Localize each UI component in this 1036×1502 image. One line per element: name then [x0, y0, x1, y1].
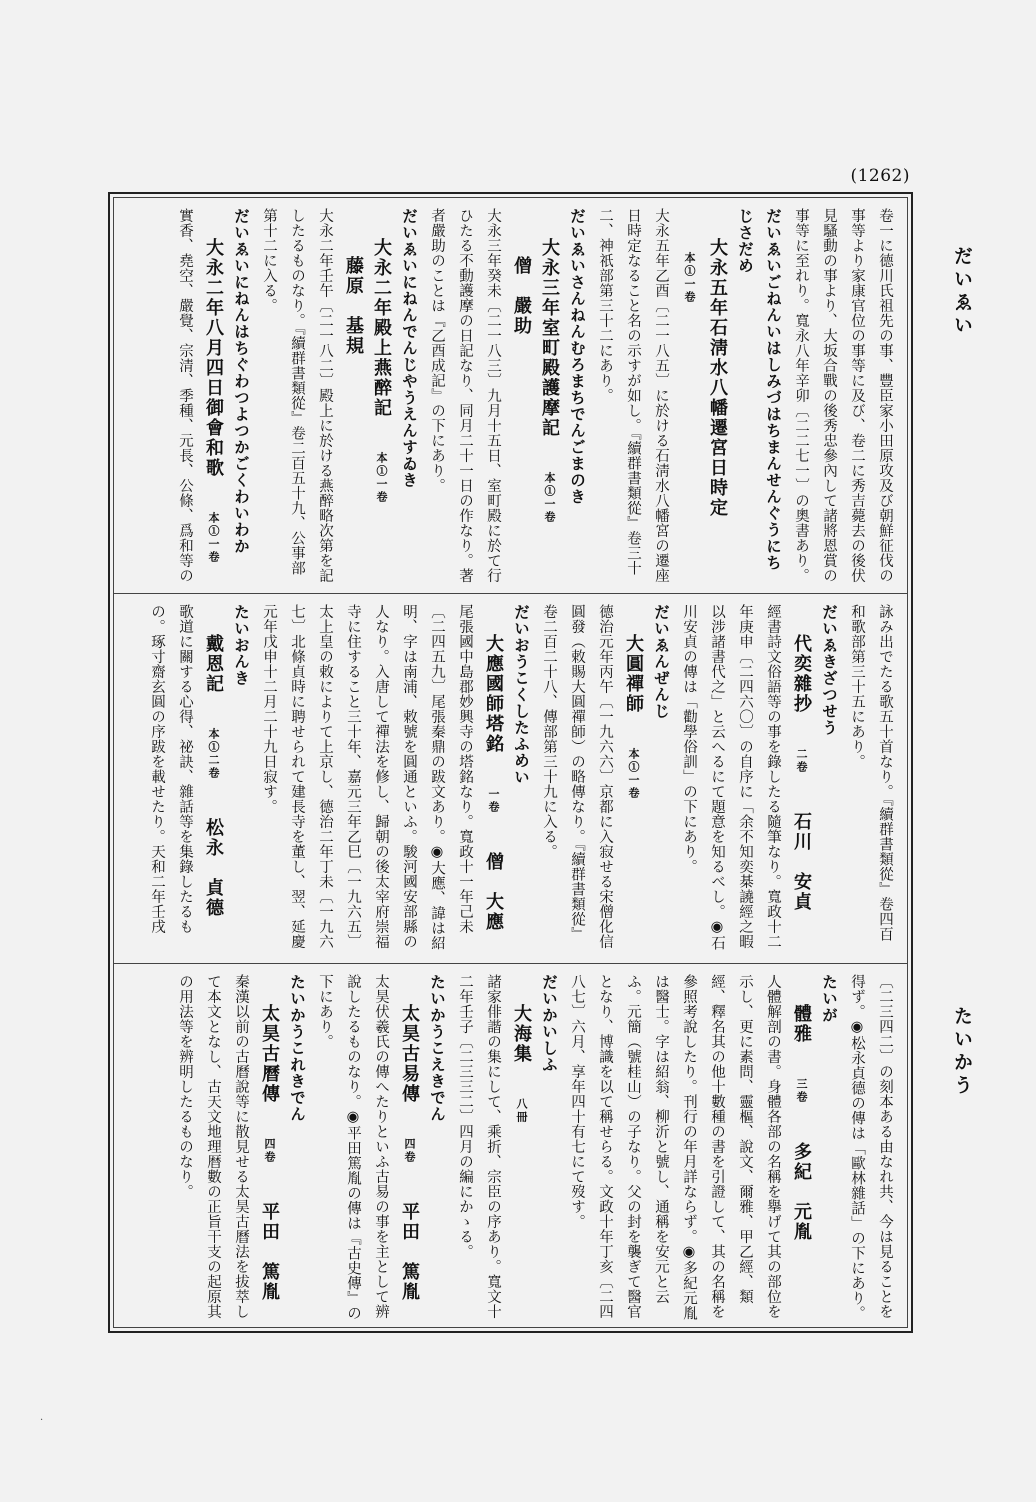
entry-volume: 本①二卷	[207, 728, 220, 780]
entry-text: 〔二三四二〕の刻本ある由なれ共、今は見ることを得ず。◉松永貞德の傳は「歐林雜話」の下にあり。	[849, 974, 893, 1321]
entry-title-text: 大永二年殿上燕醉記	[371, 238, 392, 418]
entry-reading: だいゑいさんねんむろまちでんごまのき	[568, 208, 586, 505]
entry-volume: 本①一卷	[683, 252, 696, 304]
entry-reading: だいおうこくしたふめい	[512, 604, 530, 786]
entry-text: 諸家俳諧の集にして、乘折、宗臣の序あり。寬文十二年壬子〔二三三二〕四月の編にかゝる。	[457, 974, 501, 1319]
entry-title	[255, 974, 283, 1325]
entry-text: 大永五年乙酉〔二一八五〕に於ける石淸水八幡宮の遷座日時定なること名の示すが如し。『續群書類從』卷三十二、神祇部第三十二にあり。	[597, 208, 669, 583]
entry-reading: たいかうこえきでん	[428, 974, 446, 1123]
entry-reading: たいが	[820, 974, 838, 1024]
entry-text: 實香、堯空、嚴覺、宗清、季種、元長、公條、爲和等の	[177, 208, 193, 583]
entry-volume: 四卷	[403, 1138, 416, 1164]
entry-author: 藤原 基規	[343, 256, 364, 356]
entry-reading: だいゑいにねんでんじやうえんすゐき	[400, 208, 418, 489]
entry-volume: 三卷	[795, 1078, 808, 1104]
entry-title	[675, 208, 731, 585]
entry-text: 尾張國中島郡妙興寺の塔銘なり。寬政十一年己未〔二四五九〕尾張秦鼎の跋文あり。◉大應、諱は紹明、字は南浦、敕號を圓通といふ。駿河國安部縣の人なり。入唐して禪法を修し、歸朝の後太宰府崇福寺に住すること三十年、嘉元三年乙巳〔一九六五〕太上皇の敕によりて上京し、德治二年丁未〔一九六七〕北條貞時に聘せられて建長寺を董し、翌、延慶元年戊申十二月二十九日寂す。	[261, 604, 473, 951]
entry-author: 石川 安貞	[791, 812, 812, 912]
entry-text: 大永二年壬午〔二一八二〕殿上に於ける燕醉略次第を記したるものなり。『續群書類從』卷二百五十九、公事部第十二に入る。	[261, 208, 333, 583]
entry-title-text: 代奕雜抄	[791, 634, 812, 714]
page-frame-inner	[113, 197, 908, 1328]
entry-title	[507, 974, 535, 1325]
tier-lower	[114, 964, 907, 1333]
entry-reading: だいゑきざつせう	[820, 604, 838, 736]
entry-reading: だいゑいにねんはちぐわつよつかごくわいわか	[232, 208, 250, 555]
entry-reading: たいかうこれきでん	[288, 974, 306, 1123]
entry-title-text: 大永二年八月四日御會和歌	[203, 238, 224, 478]
entry-author: 平田 篤胤	[259, 1202, 280, 1302]
entry-reading: だいゑいごねんいはしみづはちまんせんぐうにちじさだめ	[736, 208, 782, 571]
tier-middle	[114, 594, 907, 964]
entry-text: 經書詩文俗語等の事を錄したる隨筆なり。寬政十二年庚申〔二四六〇〕の自序に「余不知奕棊譊經之暇以涉諸書代之」と云へるにて題意を知るべし。◉石川安貞の傳は「勸學俗訓」の下にあり。	[681, 604, 781, 951]
entry-title-text: 體雅	[791, 1004, 812, 1044]
entry-volume: 二卷	[795, 748, 808, 774]
entry-title-text: 太昊古曆傳	[259, 1004, 280, 1104]
entry-text: 大永三年癸未〔二一八三〕九月十五日、室町殿に於て行ひたる不動護摩の日記なり、同月二十一日の作なり。著者嚴助のことは『乙酉成記』の下にあり。	[429, 208, 501, 583]
entry-text: 人體解剖の書。身體各部の名稱を擧げて其の部位を示し、更に素問、靈樞、說文、爾雅、甲乙經、類經、釋名其の他十數種の書を引證して、其の名稱を參照考說したり。刊行の年月詳ならず。◉多紀元胤は醫士。字は紹翁、柳沂と號し、通稱を安元と云ふ。元簡（號桂山）の子なり。父の封を襲ぎて醫官となり、博識を以て稱せらる。文政十年丁亥〔二四八七〕六月、享年四十有七にて歿す。	[569, 974, 781, 1321]
entry-title	[479, 604, 507, 955]
entry-volume: 本①一卷	[543, 472, 556, 524]
entry-text: 卷一に德川氏祖先の事、豐臣家小田原攻及び朝鮮征伐の事等より家康官位の事等に及び、卷二に秀吉薨去の後伏見騷動の事より、大坂合戰の後秀忠參內して諸將恩賞の事等に至れり。寬永八年辛卯〔二二七一〕の奧書あり。	[793, 208, 893, 583]
entry-volume: 四卷	[263, 1138, 276, 1164]
section-label-bottom: たいかう	[951, 1006, 973, 1098]
entry-text: 秦漢以前の古曆說等に散見せる太昊古曆法を拔萃して本文となし、古天文地理暦數の正旨干支の起原其の用法等を辨明したるものなり。	[177, 974, 249, 1319]
entry-text: 詠み出でたる歌五十首なり。『續群書類從』卷四百和歌部第三十五にあり。	[849, 604, 893, 942]
scan-mark: ·	[40, 1415, 44, 1426]
entry-title-text: 大海集	[511, 1004, 532, 1064]
entry-text: 德治元年丙午〔一九六六〕京都に入寂せる宋僧化信圓發（敕賜大圓禪師）の略傳なり。『續群書類從』卷二百二十八、傳部第三十九に入る。	[541, 604, 613, 949]
entry-title	[199, 208, 227, 585]
entry-title-text: 戴恩記	[203, 634, 224, 694]
entry-title	[339, 208, 395, 585]
entry-title-text: 太昊古易傳	[399, 1004, 420, 1104]
tier-upper	[114, 198, 907, 594]
entry-title	[787, 604, 815, 955]
entry-volume: 八冊	[515, 1098, 528, 1124]
section-label-top: だいゑい	[951, 246, 973, 338]
page-number: (1262)	[850, 166, 910, 186]
entry-author: 平田 篤胤	[399, 1202, 420, 1302]
entry-title-text: 大永五年石淸水八幡遷宮日時定	[707, 238, 728, 518]
entry-author: 松永 貞德	[203, 818, 224, 918]
entry-title-text: 大應國師塔銘	[483, 634, 504, 754]
entry-author: 多紀 元胤	[791, 1142, 812, 1242]
entry-title	[395, 974, 423, 1325]
entry-volume: 本①一卷	[627, 748, 640, 800]
entry-reading: だいかいしふ	[540, 974, 558, 1073]
entry-title	[507, 208, 563, 585]
entry-reading: だいゑんぜんじ	[652, 604, 670, 720]
page-frame	[108, 192, 913, 1333]
entry-title	[619, 604, 647, 955]
entry-author: 僧 嚴助	[511, 256, 532, 336]
entry-volume: 本①一卷	[207, 512, 220, 564]
entry-reading: たいおんき	[232, 604, 250, 687]
entry-title	[199, 604, 227, 955]
entry-volume: 一卷	[487, 788, 500, 814]
entry-volume: 本①一卷	[375, 452, 388, 504]
entry-title-text: 大圓禪師	[623, 634, 644, 714]
entry-title	[787, 974, 815, 1325]
entry-author: 僧 大應	[483, 852, 504, 932]
entry-text: 歌道に關する心得、祕訣、雜話等を集錄したるもの。琢寸齋玄圓の序跋を載せたり。天和二年壬戌	[149, 604, 193, 934]
entry-title-text: 大永三年室町殿護摩記	[539, 238, 560, 438]
entry-text: 太昊伏羲氏の傳へたりといふ古易の事を主として辨說したるものなり。◉平田篤胤の傳は『古史傳』の下にあり。	[317, 974, 389, 1321]
